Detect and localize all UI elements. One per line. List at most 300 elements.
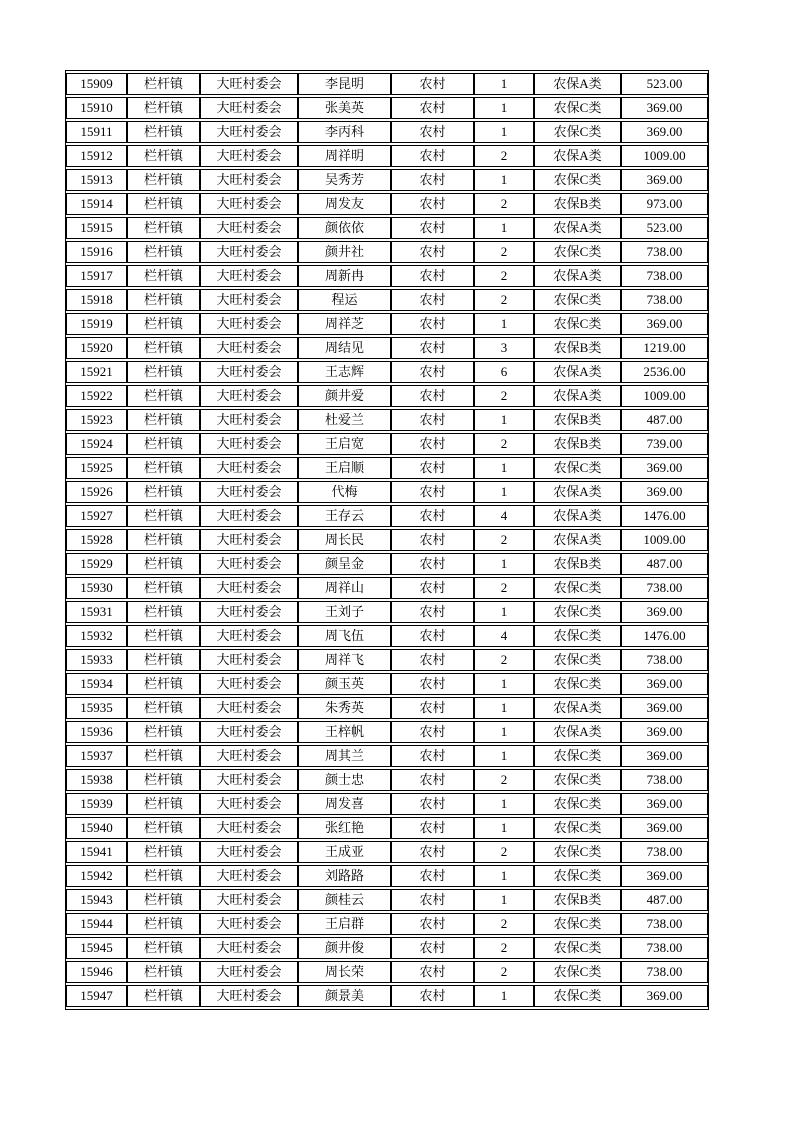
person-count-cell: 1: [474, 865, 534, 887]
amount-cell: 369.00: [621, 865, 708, 887]
residence-type-cell: 农村: [391, 673, 474, 695]
amount-cell: 2536.00: [621, 361, 708, 383]
residence-type-cell: 农村: [391, 745, 474, 767]
serial-no-cell: 15936: [66, 721, 127, 743]
serial-no-cell: 15918: [66, 289, 127, 311]
amount-cell: 738.00: [621, 769, 708, 791]
person-name-cell: 王成亚: [298, 841, 391, 863]
town-cell: 栏杆镇: [127, 265, 200, 287]
person-count-cell: 2: [474, 241, 534, 263]
person-count-cell: 1: [474, 553, 534, 575]
serial-no-cell: 15912: [66, 145, 127, 167]
town-cell: 栏杆镇: [127, 601, 200, 623]
village-committee-cell: 大旺村委会: [200, 121, 298, 143]
insurance-category-cell: 农保C类: [534, 913, 621, 935]
town-cell: 栏杆镇: [127, 985, 200, 1007]
town-cell: 栏杆镇: [127, 889, 200, 911]
person-count-cell: 1: [474, 97, 534, 119]
table-row: [66, 937, 708, 959]
table-row: [66, 553, 708, 575]
residence-type-cell: 农村: [391, 553, 474, 575]
insurance-category-cell: 农保C类: [534, 625, 621, 647]
serial-no-cell: 15922: [66, 385, 127, 407]
insurance-category-cell: 农保C类: [534, 817, 621, 839]
table-row: [66, 601, 708, 623]
village-committee-cell: 大旺村委会: [200, 361, 298, 383]
residence-type-cell: 农村: [391, 529, 474, 551]
person-count-cell: 1: [474, 313, 534, 335]
residence-type-cell: 农村: [391, 265, 474, 287]
amount-cell: 369.00: [621, 673, 708, 695]
town-cell: 栏杆镇: [127, 433, 200, 455]
village-committee-cell: 大旺村委会: [200, 817, 298, 839]
person-name-cell: 颜士忠: [298, 769, 391, 791]
amount-cell: 523.00: [621, 73, 708, 95]
village-committee-cell: 大旺村委会: [200, 313, 298, 335]
amount-cell: 1219.00: [621, 337, 708, 359]
insurance-category-cell: 农保C类: [534, 673, 621, 695]
insurance-category-cell: 农保C类: [534, 169, 621, 191]
person-count-cell: 1: [474, 793, 534, 815]
town-cell: 栏杆镇: [127, 217, 200, 239]
table-row: [66, 313, 708, 335]
town-cell: 栏杆镇: [127, 73, 200, 95]
table-row: [66, 337, 708, 359]
table-row: [66, 985, 708, 1007]
insurance-category-cell: 农保A类: [534, 481, 621, 503]
residence-type-cell: 农村: [391, 457, 474, 479]
town-cell: 栏杆镇: [127, 865, 200, 887]
insurance-category-cell: 农保C类: [534, 649, 621, 671]
village-committee-cell: 大旺村委会: [200, 601, 298, 623]
person-count-cell: 1: [474, 601, 534, 623]
town-cell: 栏杆镇: [127, 529, 200, 551]
residence-type-cell: 农村: [391, 385, 474, 407]
residence-type-cell: 农村: [391, 625, 474, 647]
town-cell: 栏杆镇: [127, 457, 200, 479]
residence-type-cell: 农村: [391, 937, 474, 959]
insurance-category-cell: 农保A类: [534, 505, 621, 527]
serial-no-cell: 15925: [66, 457, 127, 479]
person-name-cell: 周飞伍: [298, 625, 391, 647]
table-row: [66, 409, 708, 431]
serial-no-cell: 15923: [66, 409, 127, 431]
person-name-cell: 杜爱兰: [298, 409, 391, 431]
village-committee-cell: 大旺村委会: [200, 145, 298, 167]
insurance-category-cell: 农保C类: [534, 97, 621, 119]
amount-cell: 369.00: [621, 817, 708, 839]
amount-cell: 1009.00: [621, 529, 708, 551]
serial-no-cell: 15920: [66, 337, 127, 359]
serial-no-cell: 15915: [66, 217, 127, 239]
village-committee-cell: 大旺村委会: [200, 73, 298, 95]
town-cell: 栏杆镇: [127, 481, 200, 503]
serial-no-cell: 15929: [66, 553, 127, 575]
person-count-cell: 1: [474, 721, 534, 743]
person-name-cell: 颜景美: [298, 985, 391, 1007]
amount-cell: 738.00: [621, 577, 708, 599]
village-committee-cell: 大旺村委会: [200, 721, 298, 743]
person-name-cell: 王志辉: [298, 361, 391, 383]
person-name-cell: 王启顺: [298, 457, 391, 479]
insurance-category-cell: 农保C类: [534, 769, 621, 791]
residence-type-cell: 农村: [391, 361, 474, 383]
person-count-cell: 1: [474, 457, 534, 479]
residence-type-cell: 农村: [391, 913, 474, 935]
person-name-cell: 周结见: [298, 337, 391, 359]
amount-cell: 523.00: [621, 217, 708, 239]
person-count-cell: 1: [474, 121, 534, 143]
person-name-cell: 王存云: [298, 505, 391, 527]
village-committee-cell: 大旺村委会: [200, 529, 298, 551]
insurance-category-cell: 农保C类: [534, 937, 621, 959]
insurance-category-cell: 农保C类: [534, 577, 621, 599]
town-cell: 栏杆镇: [127, 625, 200, 647]
person-count-cell: 2: [474, 649, 534, 671]
insurance-category-cell: 农保C类: [534, 313, 621, 335]
town-cell: 栏杆镇: [127, 913, 200, 935]
table-row: [66, 457, 708, 479]
serial-no-cell: 15914: [66, 193, 127, 215]
person-count-cell: 2: [474, 577, 534, 599]
amount-cell: 369.00: [621, 481, 708, 503]
table-row: [66, 889, 708, 911]
person-count-cell: 4: [474, 505, 534, 527]
amount-cell: 738.00: [621, 841, 708, 863]
person-name-cell: 周发友: [298, 193, 391, 215]
amount-cell: 369.00: [621, 721, 708, 743]
table-row: [66, 841, 708, 863]
person-name-cell: 王启宽: [298, 433, 391, 455]
residence-type-cell: 农村: [391, 865, 474, 887]
person-count-cell: 1: [474, 673, 534, 695]
table-row: [66, 913, 708, 935]
insurance-roster-table: [65, 70, 709, 1010]
amount-cell: 369.00: [621, 793, 708, 815]
insurance-category-cell: 农保C类: [534, 793, 621, 815]
serial-no-cell: 15942: [66, 865, 127, 887]
person-count-cell: 2: [474, 937, 534, 959]
table-row: [66, 529, 708, 551]
person-name-cell: 颜井爱: [298, 385, 391, 407]
person-count-cell: 2: [474, 145, 534, 167]
table-row: [66, 121, 708, 143]
village-committee-cell: 大旺村委会: [200, 505, 298, 527]
table-row: [66, 505, 708, 527]
table-row: [66, 265, 708, 287]
town-cell: 栏杆镇: [127, 505, 200, 527]
residence-type-cell: 农村: [391, 193, 474, 215]
residence-type-cell: 农村: [391, 649, 474, 671]
village-committee-cell: 大旺村委会: [200, 217, 298, 239]
village-committee-cell: 大旺村委会: [200, 97, 298, 119]
amount-cell: 1009.00: [621, 145, 708, 167]
person-count-cell: 1: [474, 697, 534, 719]
insurance-category-cell: 农保C类: [534, 841, 621, 863]
town-cell: 栏杆镇: [127, 193, 200, 215]
amount-cell: 369.00: [621, 169, 708, 191]
residence-type-cell: 农村: [391, 481, 474, 503]
table-row: [66, 193, 708, 215]
person-name-cell: 王刘子: [298, 601, 391, 623]
residence-type-cell: 农村: [391, 697, 474, 719]
amount-cell: 973.00: [621, 193, 708, 215]
amount-cell: 487.00: [621, 553, 708, 575]
insurance-category-cell: 农保A类: [534, 265, 621, 287]
serial-no-cell: 15911: [66, 121, 127, 143]
residence-type-cell: 农村: [391, 73, 474, 95]
person-count-cell: 1: [474, 889, 534, 911]
table-row: [66, 73, 708, 95]
table-row: [66, 577, 708, 599]
village-committee-cell: 大旺村委会: [200, 889, 298, 911]
amount-cell: 487.00: [621, 889, 708, 911]
insurance-category-cell: 农保A类: [534, 145, 621, 167]
table-row: [66, 361, 708, 383]
table-body: [66, 73, 708, 1007]
table-row: [66, 673, 708, 695]
village-committee-cell: 大旺村委会: [200, 985, 298, 1007]
person-name-cell: 周祥明: [298, 145, 391, 167]
town-cell: 栏杆镇: [127, 385, 200, 407]
town-cell: 栏杆镇: [127, 121, 200, 143]
insurance-category-cell: 农保C类: [534, 457, 621, 479]
residence-type-cell: 农村: [391, 145, 474, 167]
town-cell: 栏杆镇: [127, 769, 200, 791]
serial-no-cell: 15933: [66, 649, 127, 671]
insurance-category-cell: 农保B类: [534, 409, 621, 431]
table-row: [66, 697, 708, 719]
insurance-category-cell: 农保C类: [534, 241, 621, 263]
residence-type-cell: 农村: [391, 841, 474, 863]
village-committee-cell: 大旺村委会: [200, 433, 298, 455]
amount-cell: 369.00: [621, 697, 708, 719]
serial-no-cell: 15927: [66, 505, 127, 527]
insurance-category-cell: 农保A类: [534, 73, 621, 95]
amount-cell: 369.00: [621, 97, 708, 119]
serial-no-cell: 15938: [66, 769, 127, 791]
serial-no-cell: 15913: [66, 169, 127, 191]
person-name-cell: 朱秀英: [298, 697, 391, 719]
table-row: [66, 745, 708, 767]
residence-type-cell: 农村: [391, 217, 474, 239]
town-cell: 栏杆镇: [127, 961, 200, 983]
insurance-category-cell: 农保B类: [534, 553, 621, 575]
village-committee-cell: 大旺村委会: [200, 745, 298, 767]
town-cell: 栏杆镇: [127, 817, 200, 839]
residence-type-cell: 农村: [391, 169, 474, 191]
amount-cell: 1476.00: [621, 625, 708, 647]
town-cell: 栏杆镇: [127, 97, 200, 119]
town-cell: 栏杆镇: [127, 361, 200, 383]
serial-no-cell: 15928: [66, 529, 127, 551]
person-count-cell: 4: [474, 625, 534, 647]
person-name-cell: 张美英: [298, 97, 391, 119]
person-name-cell: 颜玉英: [298, 673, 391, 695]
town-cell: 栏杆镇: [127, 793, 200, 815]
insurance-category-cell: 农保B类: [534, 889, 621, 911]
insurance-category-cell: 农保A类: [534, 529, 621, 551]
person-name-cell: 代梅: [298, 481, 391, 503]
insurance-category-cell: 农保C类: [534, 865, 621, 887]
residence-type-cell: 农村: [391, 433, 474, 455]
table-row: [66, 217, 708, 239]
residence-type-cell: 农村: [391, 97, 474, 119]
serial-no-cell: 15916: [66, 241, 127, 263]
person-count-cell: 2: [474, 841, 534, 863]
table-row: [66, 793, 708, 815]
town-cell: 栏杆镇: [127, 577, 200, 599]
person-count-cell: 1: [474, 73, 534, 95]
town-cell: 栏杆镇: [127, 721, 200, 743]
village-committee-cell: 大旺村委会: [200, 553, 298, 575]
person-name-cell: 刘路路: [298, 865, 391, 887]
village-committee-cell: 大旺村委会: [200, 457, 298, 479]
serial-no-cell: 15917: [66, 265, 127, 287]
serial-no-cell: 15919: [66, 313, 127, 335]
insurance-category-cell: 农保A类: [534, 697, 621, 719]
person-name-cell: 王梓帆: [298, 721, 391, 743]
table-row: [66, 625, 708, 647]
village-committee-cell: 大旺村委会: [200, 577, 298, 599]
table-row: [66, 169, 708, 191]
village-committee-cell: 大旺村委会: [200, 769, 298, 791]
residence-type-cell: 农村: [391, 985, 474, 1007]
person-name-cell: 颜依依: [298, 217, 391, 239]
residence-type-cell: 农村: [391, 721, 474, 743]
village-committee-cell: 大旺村委会: [200, 337, 298, 359]
serial-no-cell: 15921: [66, 361, 127, 383]
insurance-category-cell: 农保C类: [534, 961, 621, 983]
village-committee-cell: 大旺村委会: [200, 241, 298, 263]
village-committee-cell: 大旺村委会: [200, 961, 298, 983]
residence-type-cell: 农村: [391, 961, 474, 983]
person-count-cell: 1: [474, 481, 534, 503]
person-count-cell: 1: [474, 985, 534, 1007]
town-cell: 栏杆镇: [127, 169, 200, 191]
table-row: [66, 865, 708, 887]
insurance-category-cell: 农保C类: [534, 121, 621, 143]
village-committee-cell: 大旺村委会: [200, 649, 298, 671]
serial-no-cell: 15932: [66, 625, 127, 647]
table-row: [66, 385, 708, 407]
amount-cell: 369.00: [621, 457, 708, 479]
person-count-cell: 2: [474, 529, 534, 551]
serial-no-cell: 15945: [66, 937, 127, 959]
insurance-category-cell: 农保B类: [534, 337, 621, 359]
serial-no-cell: 15947: [66, 985, 127, 1007]
residence-type-cell: 农村: [391, 337, 474, 359]
table-row: [66, 961, 708, 983]
person-count-cell: 2: [474, 769, 534, 791]
table-row: [66, 817, 708, 839]
insurance-category-cell: 农保C类: [534, 289, 621, 311]
person-count-cell: 1: [474, 169, 534, 191]
amount-cell: 739.00: [621, 433, 708, 455]
person-count-cell: 2: [474, 289, 534, 311]
person-name-cell: 周祥芝: [298, 313, 391, 335]
person-name-cell: 周祥飞: [298, 649, 391, 671]
residence-type-cell: 农村: [391, 601, 474, 623]
person-name-cell: 周长民: [298, 529, 391, 551]
table-row: [66, 649, 708, 671]
table-row: [66, 481, 708, 503]
village-committee-cell: 大旺村委会: [200, 289, 298, 311]
town-cell: 栏杆镇: [127, 145, 200, 167]
village-committee-cell: 大旺村委会: [200, 865, 298, 887]
amount-cell: 1476.00: [621, 505, 708, 527]
table-row: [66, 433, 708, 455]
serial-no-cell: 15940: [66, 817, 127, 839]
residence-type-cell: 农村: [391, 505, 474, 527]
amount-cell: 369.00: [621, 121, 708, 143]
town-cell: 栏杆镇: [127, 673, 200, 695]
insurance-category-cell: 农保A类: [534, 217, 621, 239]
serial-no-cell: 15934: [66, 673, 127, 695]
amount-cell: 738.00: [621, 241, 708, 263]
person-count-cell: 1: [474, 745, 534, 767]
town-cell: 栏杆镇: [127, 697, 200, 719]
town-cell: 栏杆镇: [127, 241, 200, 263]
town-cell: 栏杆镇: [127, 649, 200, 671]
village-committee-cell: 大旺村委会: [200, 793, 298, 815]
residence-type-cell: 农村: [391, 289, 474, 311]
residence-type-cell: 农村: [391, 889, 474, 911]
serial-no-cell: 15943: [66, 889, 127, 911]
insurance-category-cell: 农保A类: [534, 361, 621, 383]
person-count-cell: 1: [474, 409, 534, 431]
village-committee-cell: 大旺村委会: [200, 265, 298, 287]
amount-cell: 369.00: [621, 985, 708, 1007]
amount-cell: 369.00: [621, 313, 708, 335]
person-count-cell: 1: [474, 217, 534, 239]
insurance-category-cell: 农保C类: [534, 745, 621, 767]
amount-cell: 738.00: [621, 913, 708, 935]
amount-cell: 369.00: [621, 601, 708, 623]
serial-no-cell: 15944: [66, 913, 127, 935]
village-committee-cell: 大旺村委会: [200, 385, 298, 407]
person-count-cell: 2: [474, 913, 534, 935]
town-cell: 栏杆镇: [127, 553, 200, 575]
table-row: [66, 721, 708, 743]
town-cell: 栏杆镇: [127, 745, 200, 767]
residence-type-cell: 农村: [391, 121, 474, 143]
village-committee-cell: 大旺村委会: [200, 913, 298, 935]
town-cell: 栏杆镇: [127, 337, 200, 359]
amount-cell: 738.00: [621, 289, 708, 311]
person-name-cell: 周祥山: [298, 577, 391, 599]
amount-cell: 738.00: [621, 961, 708, 983]
town-cell: 栏杆镇: [127, 313, 200, 335]
village-committee-cell: 大旺村委会: [200, 193, 298, 215]
person-name-cell: 李昆明: [298, 73, 391, 95]
serial-no-cell: 15910: [66, 97, 127, 119]
residence-type-cell: 农村: [391, 817, 474, 839]
residence-type-cell: 农村: [391, 409, 474, 431]
residence-type-cell: 农村: [391, 793, 474, 815]
residence-type-cell: 农村: [391, 769, 474, 791]
person-count-cell: 2: [474, 385, 534, 407]
person-name-cell: 张红艳: [298, 817, 391, 839]
village-committee-cell: 大旺村委会: [200, 937, 298, 959]
person-name-cell: 王启群: [298, 913, 391, 935]
insurance-category-cell: 农保A类: [534, 385, 621, 407]
village-committee-cell: 大旺村委会: [200, 673, 298, 695]
serial-no-cell: 15924: [66, 433, 127, 455]
person-name-cell: 李丙科: [298, 121, 391, 143]
table-row: [66, 289, 708, 311]
insurance-category-cell: 农保C类: [534, 601, 621, 623]
